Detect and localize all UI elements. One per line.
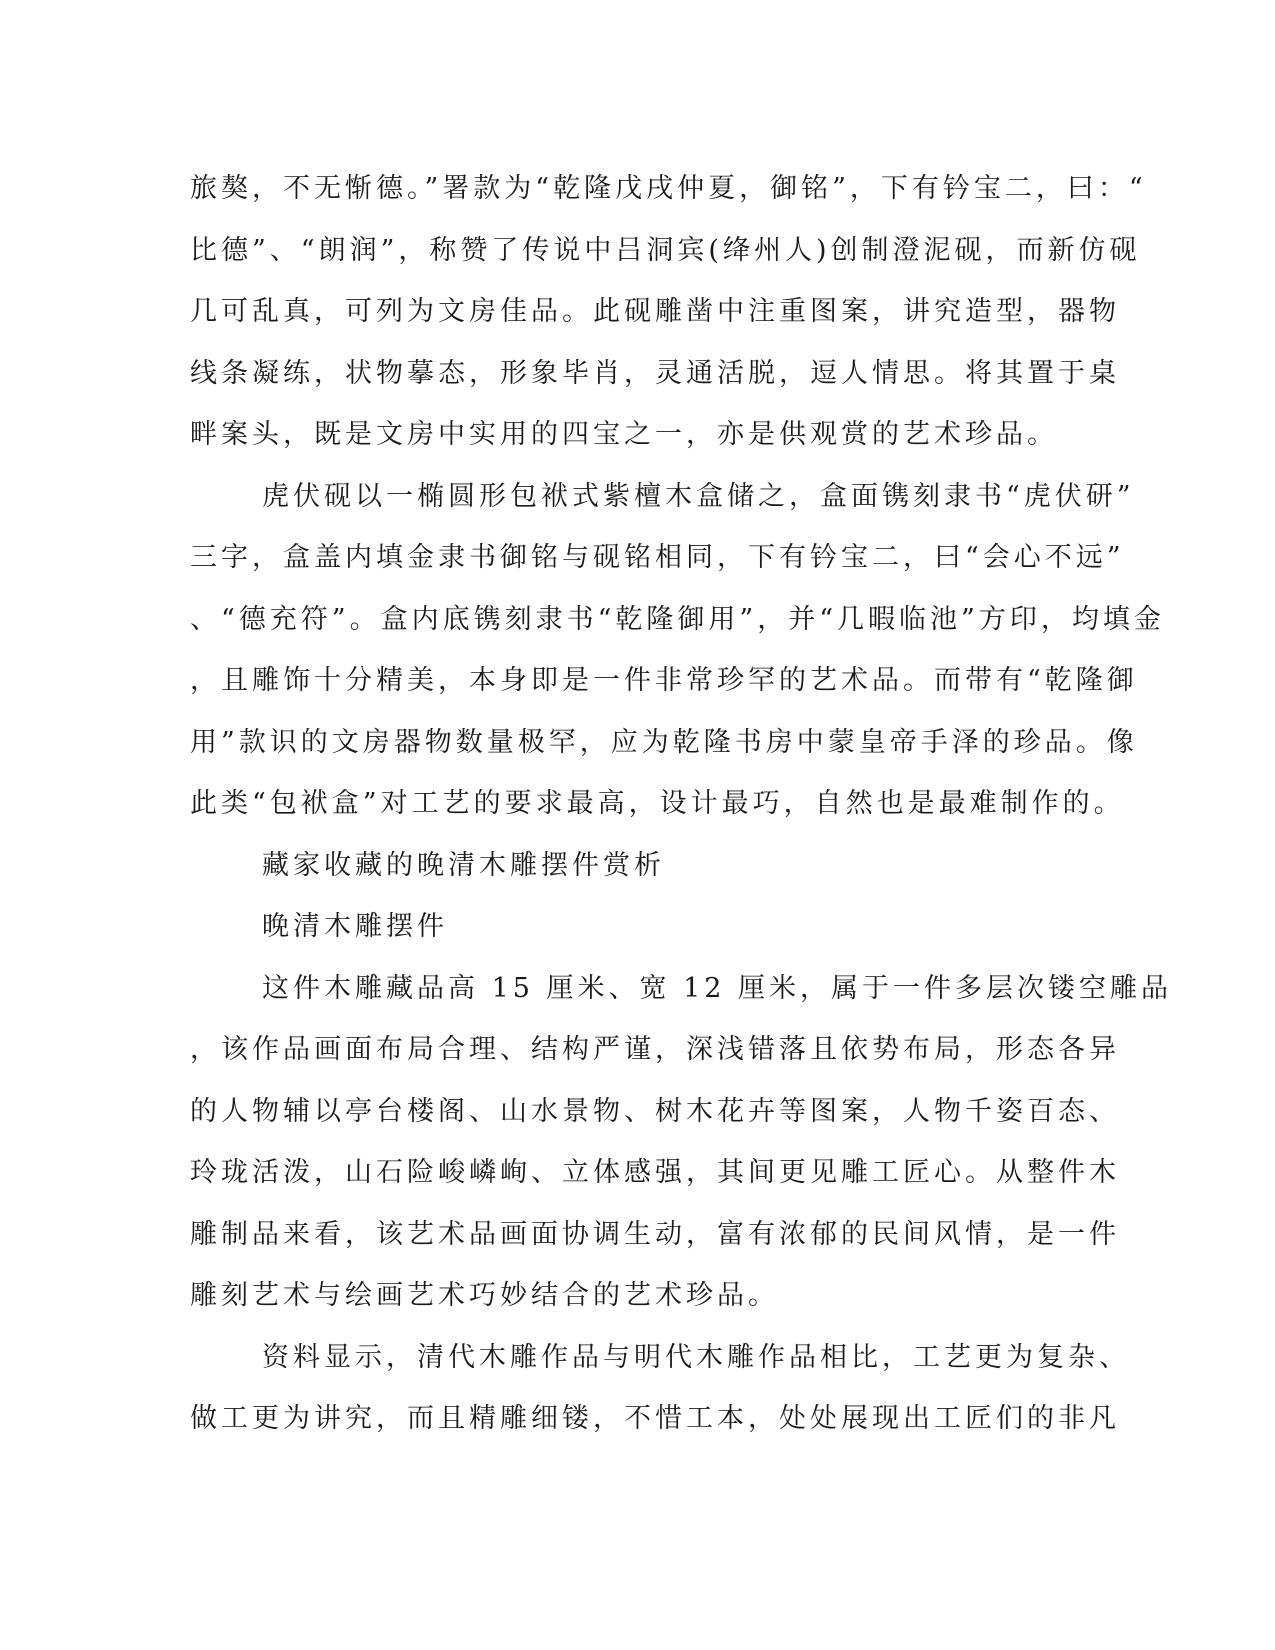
text-line: 旅獒，不无惭德。”署款为“乾隆戊戌仲夏，御铭”，下有钤宝二，曰：“ [190,173,1147,204]
text-line: 、“德充符”。盒内底镌刻隶书“乾隆御用”，并“几暇临池”方印，均填金 [190,603,1165,635]
text-line: 雕刻艺术与绘画艺术巧妙结合的艺术珍品。 [190,1280,779,1311]
text-line: 比德”、“朗润”，称赞了传说中吕洞宾(绛州人)创制澄泥砚，而新仿砚 [190,234,1141,266]
text-line: 这件木雕藏品高 15 厘米、宽 12 厘米，属于一件多层次镂空雕品 [262,972,1173,1004]
text-line: 晚清木雕摆件 [262,911,448,942]
body-text [190,158,1173,1450]
text-line: 用”款识的文房器物数量极罕，应为乾隆书房中蒙皇帝手泽的珍品。像 [190,726,1138,758]
text-line: 线条凝练，状物摹态，形象毕肖，灵通活脱，逗人情思。将其置于桌 [190,357,1120,389]
text-line: 玲珑活泼，山石险峻嶙峋、立体感强，其间更见雕工匠心。从整件木 [190,1157,1120,1188]
text-line: 畔案头，既是文房中实用的四宝之一，亦是供观赏的艺术珍品。 [190,419,1058,450]
text-line: 藏家收藏的晚清木雕摆件赏析 [262,849,665,881]
text-line: 做工更为讲究，而且精雕细镂，不惜工本，处处展现出工匠们的非凡 [190,1403,1120,1434]
text-line: 虎伏砚以一椭圆形包袱式紫檀木盒储之，盒面镌刻隶书“虎伏研” [262,480,1135,512]
text-line: 几可乱真，可列为文房佳品。此砚雕凿中注重图案，讲究造型，器物 [190,296,1120,327]
text-line: 资料显示，清代木雕作品与明代木雕作品相比，工艺更为复杂、 [262,1341,1130,1373]
text-line: 此类“包袱盒”对工艺的要求最高，设计最巧，自然也是最难制作的。 [190,788,1125,819]
text-line: ，该作品画面布局合理、结构严谨，深浅错落且依势布局，形态各异 [190,1034,1120,1065]
text-line: 雕制品来看，该艺术品画面协调生动，富有浓郁的民间风情，是一件 [190,1218,1120,1250]
text-line: 的人物辅以亭台楼阁、山水景物、树木花卉等图案，人物千姿百态、 [190,1095,1120,1127]
text-line: 三字，盒盖内填金隶书御铭与砚铭相同，下有钤宝二，曰“会心不远” [190,542,1125,573]
text-line: ，且雕饰十分精美，本身即是一件非常珍罕的艺术品。而带有“乾隆御 [190,665,1138,696]
